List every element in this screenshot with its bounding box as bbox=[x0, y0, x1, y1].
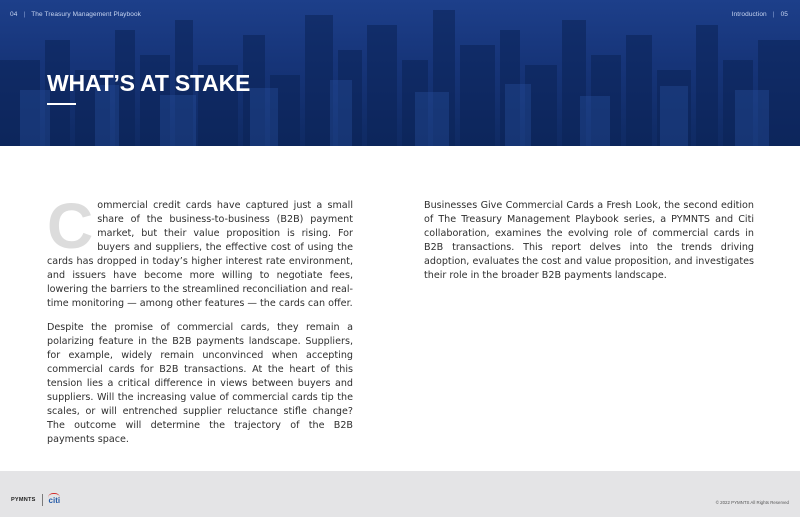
page-number-right: 05 bbox=[780, 11, 788, 18]
logo-divider bbox=[42, 494, 43, 506]
footer-logos bbox=[11, 494, 60, 506]
header-banner bbox=[0, 0, 800, 146]
body-column-right bbox=[424, 199, 754, 293]
paragraph-intro bbox=[47, 190, 353, 311]
citi-logo-text: citi bbox=[48, 495, 61, 505]
publication-name: The Treasury Management Playbook bbox=[31, 11, 142, 18]
section-name: Introduction bbox=[731, 11, 767, 18]
running-header bbox=[10, 11, 788, 18]
citi-arc-icon bbox=[48, 493, 60, 498]
paragraph-second: Despite the promise of commercial cards, they remain a polarizing feature in the B2B payments landscape. Suppliers, for example, widely remain unconvinced when accepting commercial cards for B2B transactions. At the heart of this tension lies a critical difference in views between buyers and suppliers. Will the increasing value of commercial cards tip the scales, or will entrenched supplier reluctance stifle change? The outcome will determine the trajectory of the B2B payments space. bbox=[47, 322, 353, 445]
running-header-left: 04 | The Treasury Management Playbook bbox=[10, 11, 142, 18]
paragraph-intro-text: ommercial credit cards have captured just a small share of the business-to-business (B2B) payment market, but their value proposition is rising. For buyers and suppliers, the effective cost of using the cards has dropped in today’s higher interest rate environment, and issuers have become more willing to negotiate fees, lowering the barriers to the streamlined reconciliation and real-time monitoring — among other features — the cards can offer. bbox=[47, 200, 353, 309]
page-footer bbox=[0, 471, 800, 517]
citi-logo bbox=[49, 496, 61, 505]
page-title: WHAT’S AT STAKE bbox=[47, 70, 251, 96]
running-header-right: Introduction | 05 bbox=[731, 11, 788, 18]
pymnts-logo: PYMNTS bbox=[11, 497, 36, 503]
body-column-left bbox=[47, 190, 353, 457]
page-number-left: 04 bbox=[10, 11, 18, 18]
drop-cap: C bbox=[47, 190, 94, 262]
copyright-notice: © 2022 PYMNTS All Rights Reserved bbox=[715, 500, 789, 505]
title-underline bbox=[47, 103, 76, 105]
paragraph-right: Businesses Give Commercial Cards a Fresh Look, the second edition of The Treasury Management Playbook series, a PYMNTS and Citi collaboration, examines the evolving role of commercial cards in B2B transactions. This report delves into the trends driving adoption, evaluates the cost and value proposition, and investigates their role in the broader B2B payments landscape. bbox=[424, 200, 754, 281]
